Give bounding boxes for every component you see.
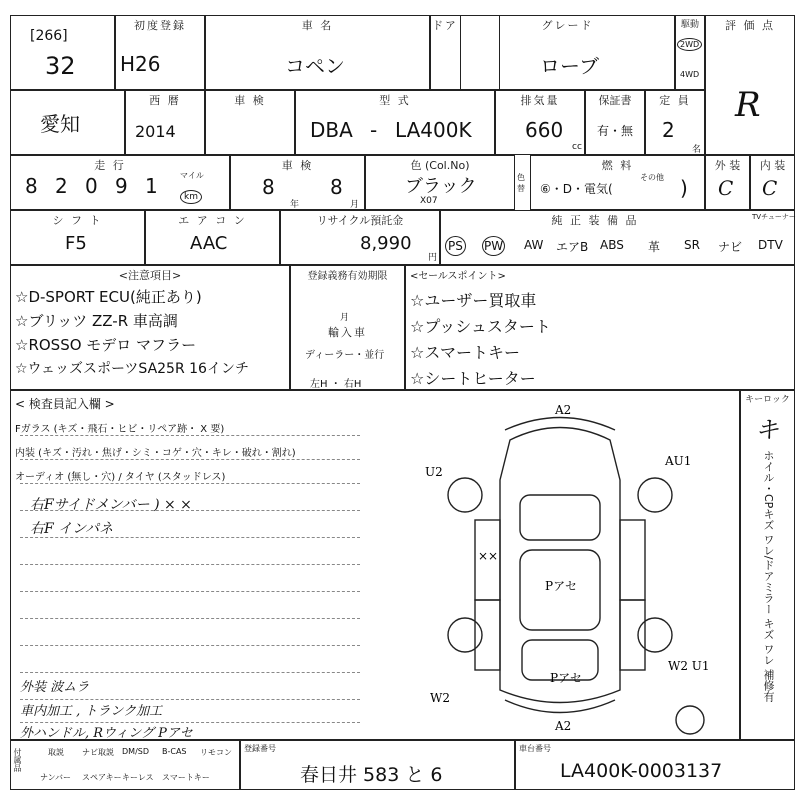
type-code: LA400K bbox=[395, 118, 472, 142]
recycle-header: リサイクル預託金 bbox=[316, 214, 404, 227]
displacement-value: 660 bbox=[525, 118, 564, 142]
keylock-value: キ bbox=[755, 416, 779, 444]
shaken-header: 車 検 bbox=[281, 159, 314, 172]
handwritten-note: 外ハンドル, Rウィング Pアセ bbox=[20, 726, 193, 741]
fuel-type: ⑥・D・電気( bbox=[540, 182, 613, 196]
reg-expiry-header: 登録義務有効期限 bbox=[307, 271, 388, 282]
handwritten-note: 外装 波ムラ bbox=[20, 680, 90, 695]
fuel-close: ) bbox=[680, 176, 688, 200]
diagram-label: AU1 bbox=[665, 454, 692, 468]
accessory-item: スペアキー bbox=[82, 773, 122, 782]
shift-value: F5 bbox=[65, 233, 87, 254]
mileage-header: 走 行 bbox=[94, 159, 126, 172]
shaken-month: 8 bbox=[330, 175, 343, 199]
fuel-header: 燃 料 bbox=[601, 159, 634, 172]
shaken-month-label: 月 bbox=[350, 200, 360, 210]
model-name: コペン bbox=[285, 54, 345, 78]
handwritten-note: 右Fサイドメンバー ) × × bbox=[30, 497, 192, 513]
lot-number: 32 bbox=[45, 52, 76, 80]
diagram-label: W2 bbox=[430, 691, 450, 705]
equip-dtv: DTV bbox=[758, 238, 783, 252]
grade-name: ローブ bbox=[540, 54, 599, 78]
check-line: 内装 (キズ・汚れ・焦げ・シミ・コゲ・穴・キレ・破れ・割れ) bbox=[15, 448, 296, 459]
vin-header: 車台番号 bbox=[519, 744, 551, 753]
diagram-label: W2 U1 bbox=[668, 659, 710, 673]
ruled-lines bbox=[10, 0, 360, 740]
handwritten-note: 車内加工 , トランク加工 bbox=[20, 704, 163, 719]
equip-sr: SR bbox=[684, 238, 700, 252]
equip-aw: AW bbox=[524, 238, 544, 252]
accessory-item: DM/SD bbox=[122, 747, 149, 756]
color-name: ブラック bbox=[405, 176, 477, 197]
drive-4wd: 4WD bbox=[680, 70, 700, 79]
drive-header: 駆動 bbox=[680, 20, 699, 30]
handwritten-note: 右F インパネ bbox=[30, 521, 114, 537]
mileage-digit: 1 bbox=[145, 174, 158, 198]
fuel-other: その他 bbox=[640, 173, 664, 182]
equip-airbag: エアB bbox=[556, 240, 589, 254]
exterior-header: 外 装 bbox=[714, 159, 741, 172]
drive-2wd: 2WD bbox=[677, 38, 702, 51]
mileage-unit-km: km bbox=[180, 184, 202, 204]
color-change: 色替 bbox=[517, 173, 525, 193]
displacement-header: 排気量 bbox=[520, 94, 560, 107]
mileage-unit-mile: マイル bbox=[180, 171, 204, 180]
equipment-header: 純 正 装 備 品 bbox=[551, 214, 639, 227]
wheel-rear-left bbox=[448, 618, 482, 652]
diagram-label: ×× bbox=[478, 549, 499, 563]
import-header: 輸入車 bbox=[328, 326, 367, 339]
right-door bbox=[620, 520, 645, 600]
year-value: 2014 bbox=[135, 122, 176, 141]
shaken-year-label: 年 bbox=[290, 200, 300, 210]
color-header: 色 (Col.No) bbox=[410, 159, 470, 172]
displacement-unit: cc bbox=[572, 142, 582, 152]
equip-leather: 革 bbox=[648, 240, 661, 254]
tv-tuner-label: TVチューナー bbox=[752, 213, 796, 221]
capacity-header: 定 員 bbox=[659, 94, 691, 107]
model-header: 車 名 bbox=[301, 19, 334, 32]
note-item: ☆ウェッズスポーツSA25R 16インチ bbox=[15, 361, 249, 377]
wheel-front-left bbox=[448, 478, 482, 512]
check-line: オーディオ (無し・穴) / タイヤ (スタッドレス) bbox=[15, 472, 226, 483]
wheel-front-right bbox=[638, 478, 672, 512]
import-dealer: ディーラー・並行 bbox=[305, 350, 385, 361]
note-item: ☆ブリッツ ZZ-R 車高調 bbox=[15, 312, 178, 330]
selling-point: ☆シートヒーター bbox=[410, 369, 536, 388]
mileage-digit: 0 bbox=[85, 174, 98, 198]
lot-code: [266] bbox=[30, 28, 68, 44]
shift-header: シ フ ト bbox=[52, 214, 103, 227]
score-header: 評 価 点 bbox=[725, 19, 775, 32]
diagram-label: Pアセ bbox=[545, 579, 577, 593]
exterior-grade: C bbox=[718, 176, 734, 200]
aircon-value: AAC bbox=[190, 233, 228, 254]
selling-point: ☆プッシュスタート bbox=[410, 317, 551, 336]
type-prefix: DBA bbox=[310, 118, 353, 142]
score-value: R bbox=[735, 85, 761, 125]
capacity-value: 2 bbox=[662, 118, 675, 142]
expiry-month-label: 月 bbox=[340, 313, 350, 323]
reg-header: 初度登録 bbox=[134, 19, 186, 32]
inspection-header: 車 検 bbox=[234, 94, 266, 107]
car-body-outline bbox=[500, 428, 620, 703]
accessory-item: キーレス bbox=[122, 773, 154, 782]
mileage-digit: 2 bbox=[55, 174, 68, 198]
vin-number: LA400K-0003137 bbox=[560, 760, 723, 782]
keylock-header: キーロック bbox=[745, 395, 790, 405]
accessory-item: リモコン bbox=[200, 748, 232, 757]
recycle-unit: 円 bbox=[428, 253, 438, 263]
equip-ps: PS bbox=[445, 236, 466, 256]
reg-year: H26 bbox=[120, 52, 161, 76]
recycle-value: 8,990 bbox=[360, 233, 412, 254]
color-code: X07 bbox=[420, 196, 438, 206]
door-header: ドア bbox=[432, 19, 458, 32]
inspector-header: < 検査員記入欄 > bbox=[15, 397, 115, 411]
accessory-item: ナンバー bbox=[40, 773, 72, 782]
warranty-header: 保証書 bbox=[598, 94, 632, 107]
wheel-rear-right bbox=[638, 618, 672, 652]
car-diagram bbox=[410, 400, 710, 740]
shaken-year: 8 bbox=[262, 175, 275, 199]
selling-header: <セールスポイント> bbox=[410, 271, 506, 282]
prefecture: 愛知 bbox=[40, 112, 80, 136]
selling-point: ☆スマートキー bbox=[410, 343, 521, 362]
era-header: 西 暦 bbox=[149, 94, 181, 107]
accessory-item: B-CAS bbox=[162, 747, 187, 756]
diagram-label: U2 bbox=[425, 465, 443, 479]
accessory-item: ナビ取説 bbox=[82, 748, 114, 757]
notes-header: <注意項目> bbox=[118, 269, 182, 282]
equip-pw: PW bbox=[482, 236, 505, 256]
diagram-label: A2 bbox=[555, 403, 572, 417]
plate-number: 春日井 583 と 6 bbox=[300, 764, 443, 786]
diagram-label: A2 bbox=[555, 719, 572, 733]
warranty-value: 有・無 bbox=[597, 124, 634, 138]
left-rear-panel bbox=[475, 600, 500, 670]
equip-abs: ABS bbox=[600, 238, 624, 252]
hood bbox=[520, 495, 600, 540]
note-item: ☆ROSSO モデロ マフラー bbox=[15, 336, 197, 354]
accessories-label: 付属品 bbox=[13, 748, 22, 772]
mileage-digit: 8 bbox=[25, 174, 38, 198]
plate-header: 登録番号 bbox=[244, 744, 276, 753]
import-handle: 左H ・ 右H bbox=[310, 379, 362, 390]
accessory-item: スマートキー bbox=[162, 773, 210, 782]
grade-header: グレード bbox=[541, 19, 594, 32]
spare-wheel bbox=[676, 706, 704, 734]
side-notes: ホイル・CPキズ ワレ/ドアミラー キズ ワレ 補修有 bbox=[762, 450, 775, 703]
mileage-digit: 9 bbox=[115, 174, 128, 198]
accessory-item: 取説 bbox=[48, 748, 64, 757]
diagram-label: Pアセ bbox=[550, 671, 582, 685]
aircon-header: エ ア コ ン bbox=[178, 214, 247, 227]
type-header: 型 式 bbox=[379, 94, 411, 107]
interior-grade: C bbox=[762, 176, 778, 200]
type-sep: - bbox=[370, 118, 378, 142]
interior-header: 内 装 bbox=[759, 159, 786, 172]
selling-point: ☆ユーザー買取車 bbox=[410, 291, 537, 310]
note-item: ☆D-SPORT ECU(純正あり) bbox=[15, 288, 202, 306]
right-rear-panel bbox=[620, 600, 645, 670]
equip-navi: ナビ bbox=[718, 240, 743, 254]
capacity-unit: 名 bbox=[692, 145, 702, 155]
check-line: Fガラス (キズ・飛石・ヒビ・リペア跡・ X 要) bbox=[15, 424, 225, 435]
